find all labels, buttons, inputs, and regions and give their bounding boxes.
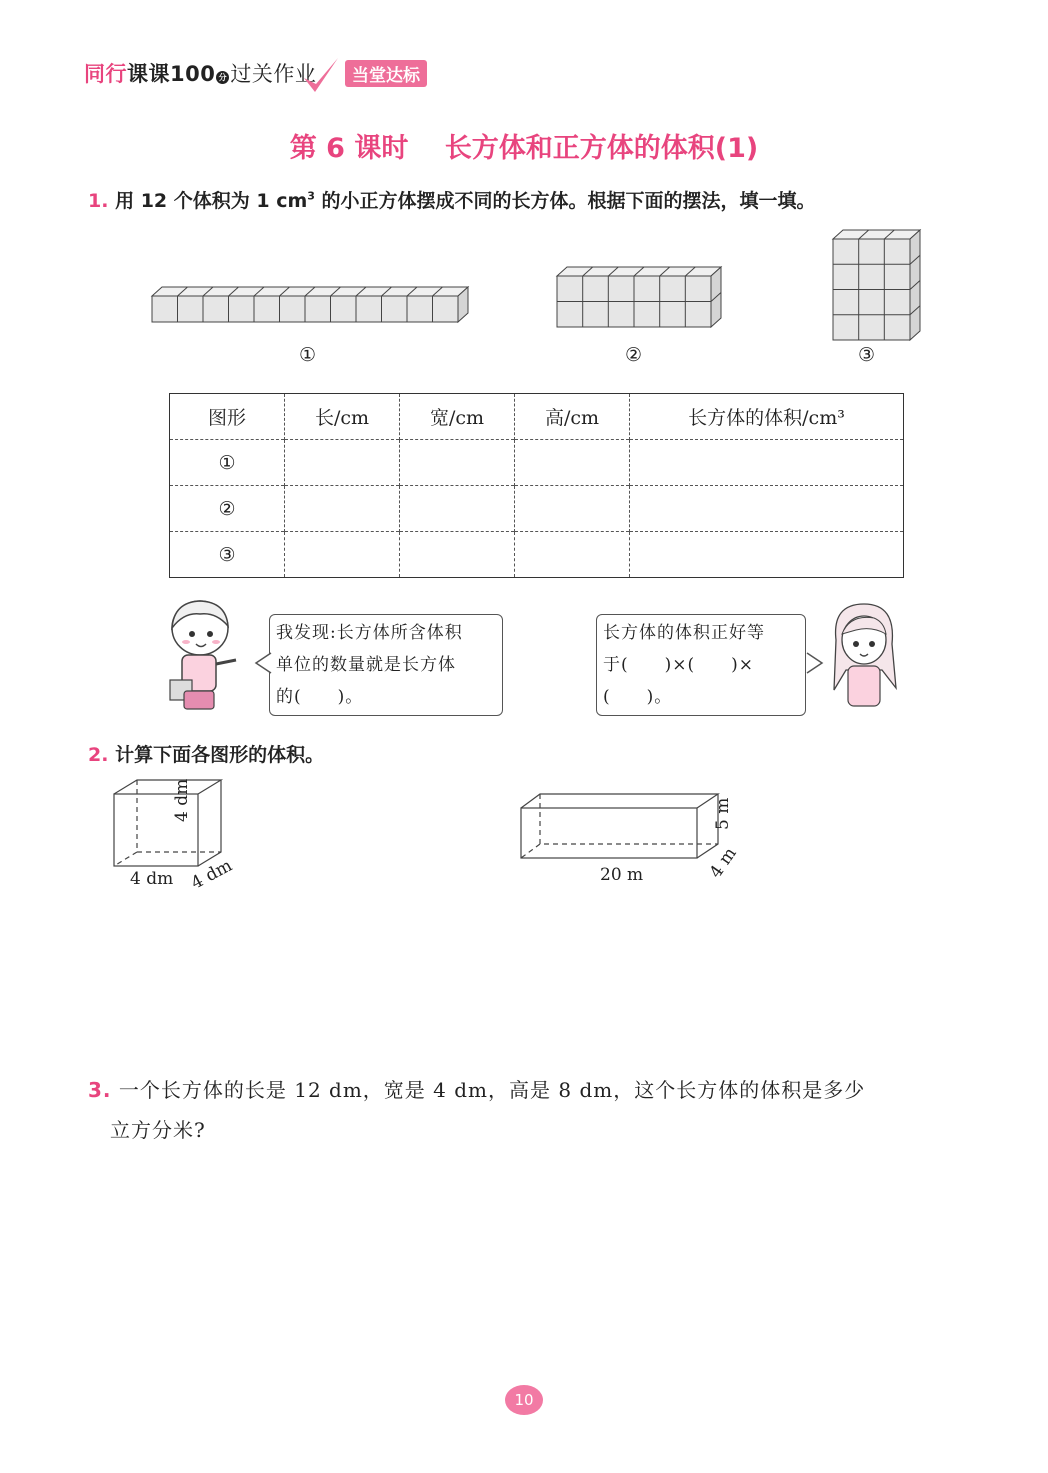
table-row-label: ②	[170, 486, 285, 532]
question-3-line1: 一个长方体的长是 12 dm，宽是 4 dm，高是 8 dm，这个长方体的体积是多少	[118, 1078, 866, 1102]
bubble-right-line: 长方体的体积正好等	[603, 623, 765, 643]
cube-width-label: 4 dm	[188, 855, 236, 894]
question-1-text-b: 的小正方体摆成不同的长方体。根据下面的摆法，填一填。	[314, 190, 816, 212]
question-3	[88, 1070, 978, 1150]
figure-1-label: ①	[299, 344, 317, 366]
section-tag: 当堂达标	[345, 60, 427, 87]
answer-cell[interactable]	[400, 440, 515, 486]
brand-part3: 过关作业	[230, 62, 317, 86]
table-header-row	[170, 394, 904, 440]
speech-bubble-left	[269, 614, 503, 716]
question-1-sup: 3	[307, 189, 315, 203]
table-header: 长方体的体积/cm³	[630, 394, 904, 440]
brand-fen: 分	[216, 71, 229, 84]
figure-2-label: ②	[625, 344, 643, 366]
cube-arrangements-figure	[0, 0, 1048, 380]
figure-3-label: ③	[858, 344, 876, 366]
cube-height-label: 4 dm	[172, 778, 192, 822]
figure-1-cuboid	[152, 287, 468, 322]
bubble-left-line: 的( )。	[276, 687, 364, 707]
bubble-left-pointer	[254, 652, 272, 674]
table-header: 长/cm	[285, 394, 400, 440]
answer-cell[interactable]	[515, 486, 630, 532]
cuboid-width-label: 4 m	[705, 843, 741, 882]
cuboid-length-label: 20 m	[600, 865, 644, 885]
bubble-left-line: 单位的数量就是长方体	[276, 655, 456, 675]
question-3-number: 3.	[88, 1078, 112, 1102]
brand-part1: 同行	[84, 62, 127, 86]
question-2-text: 计算下面各图形的体积。	[115, 744, 325, 766]
boy-illustration	[160, 598, 250, 718]
table-row	[170, 486, 904, 532]
table-header: 图形	[207, 407, 246, 429]
bubble-right-pointer	[806, 652, 824, 674]
table-row	[170, 532, 904, 578]
bubble-left-line: 我发现:长方体所含体积	[276, 623, 463, 643]
answer-cell[interactable]	[400, 532, 515, 578]
table-row-label: ①	[170, 440, 285, 486]
bubble-right-line: ( )。	[603, 687, 673, 707]
answer-cell[interactable]	[400, 486, 515, 532]
answer-cell[interactable]	[630, 440, 904, 486]
question-3-line2: 立方分米?	[110, 1118, 206, 1142]
table-row	[170, 440, 904, 486]
brand-part2: 课课100	[127, 62, 216, 86]
cube-length-label: 4 dm	[130, 869, 174, 889]
question-1-text-a: 用 12 个体积为 1 cm	[115, 190, 308, 212]
answer-cell[interactable]	[630, 486, 904, 532]
page-title: 第 6 课时 长方体和正方体的体积(1)	[289, 133, 759, 164]
answer-cell[interactable]	[630, 532, 904, 578]
table-header: 宽/cm	[400, 394, 515, 440]
answer-cell[interactable]	[285, 486, 400, 532]
question-2-number: 2.	[88, 744, 109, 766]
cuboid-figure	[521, 794, 718, 858]
speech-bubble-right	[596, 614, 806, 716]
answer-cell[interactable]	[285, 440, 400, 486]
answer-cell[interactable]	[285, 532, 400, 578]
bubble-right-line: 于( )×( )×	[603, 655, 755, 675]
figure-2-cuboid	[557, 267, 721, 327]
table-row-label: ③	[170, 532, 285, 578]
answer-table	[169, 393, 904, 578]
question-2	[88, 740, 324, 767]
cuboid-height-label: 5 m	[713, 797, 733, 830]
answer-cell[interactable]	[515, 532, 630, 578]
q2-figures	[100, 770, 760, 900]
table-header: 高/cm	[515, 394, 630, 440]
answer-cell[interactable]	[515, 440, 630, 486]
cube-figure	[114, 780, 221, 866]
figure-3-cuboid	[833, 230, 920, 340]
page-number: 10	[505, 1385, 543, 1415]
question-1-number: 1.	[88, 190, 109, 212]
girl-illustration	[826, 600, 906, 710]
